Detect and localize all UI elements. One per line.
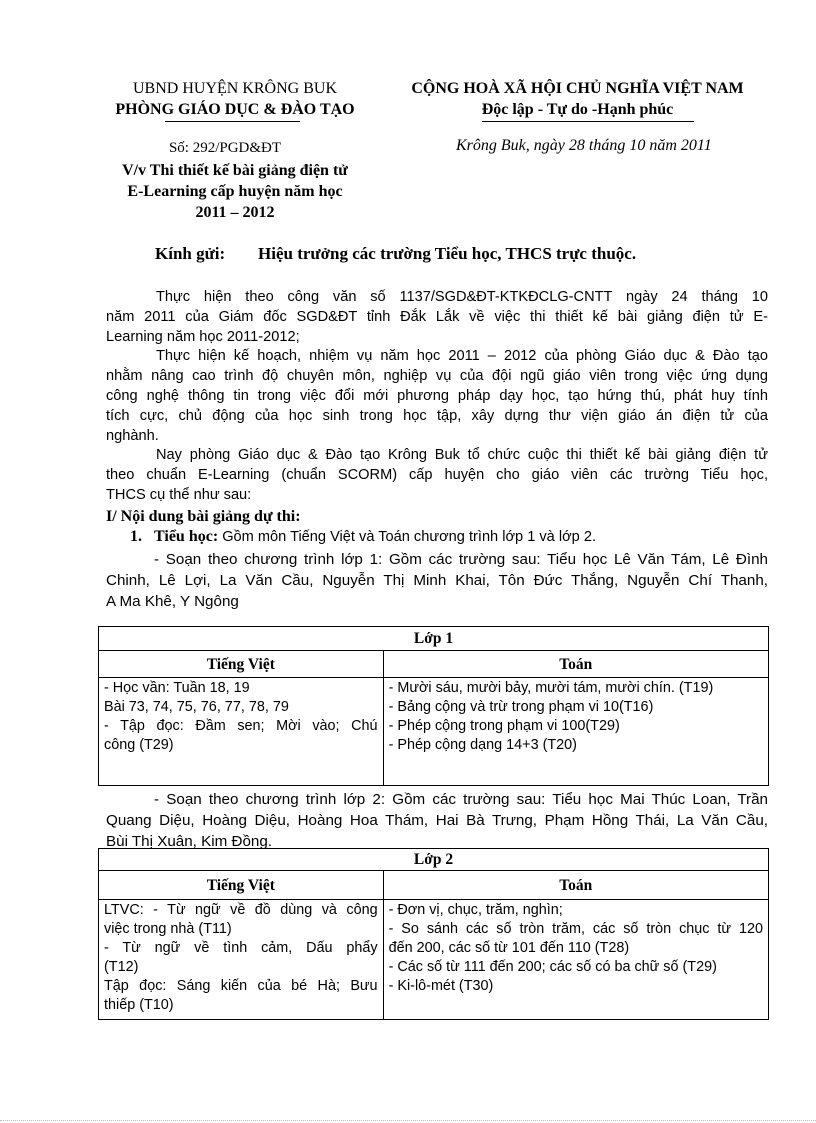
column-header-math: Toán — [383, 651, 768, 678]
cell-line: đến 200, các số từ 101 đến 110 (T28) — [388, 940, 630, 956]
math-cell — [383, 900, 768, 1020]
cell-line: - Phép cộng trong phạm vi 100(T29) — [388, 718, 620, 734]
paragraph-3-line: theo chuẩn E-Learning (chuẩn SCORM) cấp huyện cho giáo viên các trường Tiểu học, — [106, 467, 768, 483]
cell-line: Bài 73, 74, 75, 76, 77, 78, 79 — [104, 699, 289, 715]
paragraph-1-line: Thực hiện theo công văn số 1137/SGD&ĐT-KTKĐCLG-CNTT ngày 24 tháng 10 — [156, 289, 768, 305]
paragraph-1-line: Learning năm học 2011-2012; — [106, 329, 300, 345]
motto: Độc lập - Tự do -Hạnh phúc — [481, 101, 674, 118]
page-bottom-rule — [0, 1120, 816, 1121]
table-title: Lớp 1 — [99, 627, 769, 651]
grade2-intro-line: Quang Diệu, Hoàng Diệu, Hoàng Hoa Thám, Hai Bà Trưng, Phạm Hồng Thái, La Văn Cầu, — [106, 812, 768, 829]
issuer-department: PHÒNG GIÁO DỤC & ĐÀO TẠO — [115, 101, 355, 118]
subject-block — [95, 160, 375, 223]
paragraph-3-line: Nay phòng Giáo dục & Đào tạo Krông Buk tổ chức cuộc thi thiết kế bài giảng điện tử — [156, 447, 768, 463]
recipient-text: Hiệu trưởng các trường Tiểu học, THCS trực thuộc. — [258, 244, 637, 263]
grade2-intro-line: Bùi Thị Xuân, Kim Đồng. — [106, 833, 273, 850]
paragraph-2 — [106, 346, 768, 446]
motto-underline — [482, 121, 694, 122]
paragraph-2-line: tích cực, chủ động của học sinh trong học tập, xây dựng thư viện giáo án điện tử của — [106, 408, 768, 424]
cell-line: - Mười sáu, mười bảy, mười tám, mười chín. (T19) — [388, 680, 714, 696]
country-name: CỘNG HOÀ XÃ HỘI CHỦ NGHĨA VIỆT NAM — [411, 80, 744, 97]
cell-line: - Học vần: Tuần 18, 19 — [104, 680, 250, 696]
paragraph-1-line: năm 2011 của Giám đốc SGD&ĐT tỉnh Đắk Lắk về việc thi thiết kế bài giảng điện tử E- — [106, 309, 768, 325]
subject-line-3: 2011 – 2012 — [195, 204, 275, 221]
cell-line: (T12) — [104, 959, 139, 975]
paragraph-2-line: nghành. — [106, 428, 159, 444]
vietnamese-cell — [99, 678, 384, 786]
cell-line: - Đơn vị, chục, trăm, nghìn; — [388, 902, 563, 918]
column-header-math: Toán — [383, 871, 768, 900]
grade2-intro-line: - Soạn theo chương trình lớp 2: Gồm các trường sau: Tiểu học Mai Thúc Loan, Trần — [154, 791, 768, 808]
document-number: Số: 292/PGD&ĐT — [168, 140, 282, 156]
section-item-1 — [130, 528, 596, 546]
paragraph-3-line: THCS cụ thể như sau: — [106, 487, 252, 503]
cell-line: - Phép cộng dạng 14+3 (T20) — [388, 737, 577, 753]
cell-line: - Tập đọc: Đầm sen; Mời vào; Chú — [104, 718, 378, 734]
paragraph-2-line: công nghệ thông tin trong việc đổi mới phương pháp dạy học, tạo hứng thú, phát huy tính — [106, 388, 768, 404]
cell-line: Tập đọc: Sáng kiến của bé Hà; Bưu — [104, 978, 378, 994]
cell-line: - Từ ngữ về tình cảm, Dấu phẩy — [104, 940, 378, 956]
grade1-table — [98, 626, 769, 786]
paragraph-2-line: Thực hiện kế hoạch, nhiệm vụ năm học 2011 – 2012 của phòng Giáo dục & Đào tạo — [156, 348, 768, 364]
paragraph-1 — [106, 287, 768, 347]
document-date: Krông Buk, ngày 28 tháng 10 năm 2011 — [456, 137, 712, 154]
issuer-underline — [165, 121, 300, 122]
cell-line: - So sánh các số tròn trăm, các số tròn chục từ 120 — [388, 921, 763, 937]
grade1-intro-line: A Ma Khê, Y Ngông — [106, 593, 239, 610]
paragraph-3 — [106, 445, 768, 505]
vietnamese-cell — [99, 900, 384, 1020]
cell-line: công (T29) — [104, 737, 174, 753]
issuer-block — [90, 78, 380, 120]
subject-line-1: V/v Thi thiết kế bài giảng điện tử — [122, 162, 348, 179]
item-number: 1. — [130, 528, 142, 545]
column-header-vietnamese: Tiếng Việt — [99, 651, 384, 678]
recipient-label: Kính gửi: — [155, 244, 226, 263]
subject-line-2: E-Learning cấp huyện năm học — [127, 183, 343, 200]
paragraph-2-line: nhằm nâng cao trình độ chuyên môn, nghiệp vụ của đội ngũ giáo viên trong việc ứng dụng — [106, 368, 768, 384]
item-label: Tiểu học: — [154, 528, 219, 545]
item-text: Gồm môn Tiếng Việt và Toán chương trình lớp 1 và lớp 2. — [218, 529, 597, 545]
cell-line: LTVC: - Từ ngữ về đồ dùng và công — [104, 902, 378, 918]
cell-line: việc trong nhà (T11) — [104, 921, 232, 937]
section-heading: I/ Nội dung bài giảng dự thi: — [106, 508, 301, 525]
issuer-authority: UBND HUYỆN KRÔNG BUK — [133, 80, 337, 97]
math-cell — [383, 678, 768, 786]
cell-line: - Ki-lô-mét (T30) — [388, 978, 494, 994]
grade1-intro — [106, 549, 768, 612]
grade2-intro — [106, 789, 768, 852]
cell-line: - Bảng cộng và trừ trong phạm vi 10(T16) — [388, 699, 654, 715]
national-motto-block — [380, 78, 775, 120]
table-title: Lớp 2 — [99, 849, 769, 871]
grade2-table — [98, 848, 769, 1020]
grade1-intro-line: Chinh, Lê Lợi, La Văn Cầu, Nguyễn Thị Minh Khai, Tôn Đức Thắng, Nguyễn Chí Thanh, — [106, 572, 768, 589]
cell-line: thiếp (T10) — [104, 997, 174, 1013]
column-header-vietnamese: Tiếng Việt — [99, 871, 384, 900]
cell-line: - Các số từ 111 đến 200; các số có ba chữ số (T29) — [388, 959, 717, 975]
grade1-intro-line: - Soạn theo chương trình lớp 1: Gồm các trường sau: Tiểu học Lê Văn Tám, Lê Đình — [154, 551, 768, 568]
